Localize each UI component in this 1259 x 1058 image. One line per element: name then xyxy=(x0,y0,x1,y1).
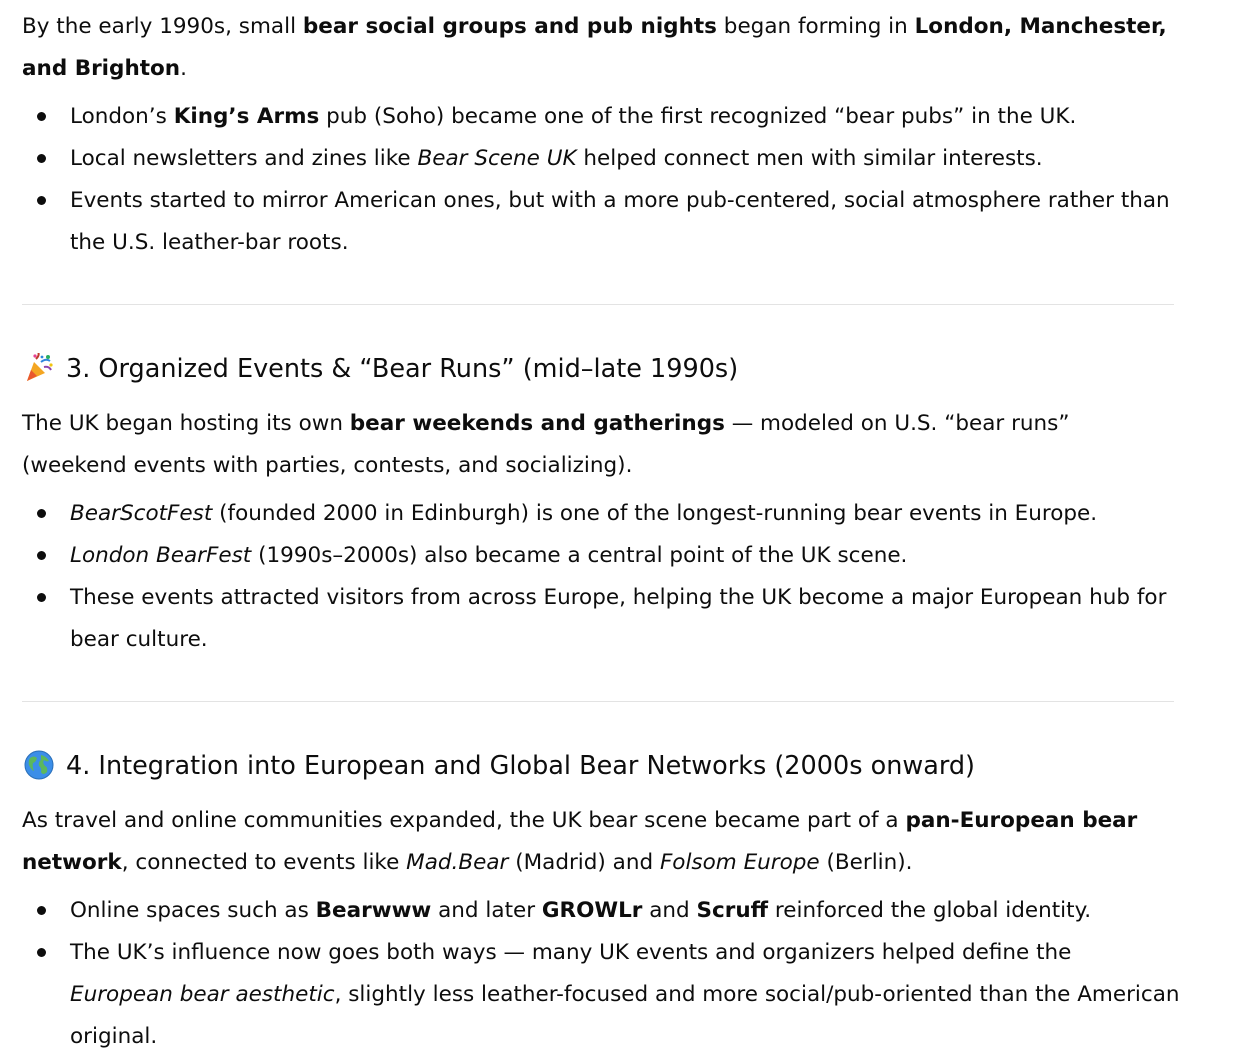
section-divider xyxy=(22,701,1174,702)
list-item: Online spaces such as Bearwww and later GROWLr and Scruff reinforced the global identity. xyxy=(0,890,1180,932)
list-item: London’s King’s Arms pub (Soho) became one of the first recognized “bear pubs” in the UK. xyxy=(0,96,1180,138)
party-popper-icon xyxy=(24,353,54,383)
section-4-heading: 4. Integration into European and Global Bear Networks (2000s onward) xyxy=(24,746,975,786)
list-item: The UK’s influence now goes both ways — many UK events and organizers helped define the European bear aesthetic, slightly less leather-focused and more social/pub-oriented than the American original. xyxy=(0,932,1180,1058)
bullet-list-events xyxy=(0,493,1180,661)
list-item: Events started to mirror American ones, but with a more pub-centered, social atmosphere rather than the U.S. leather-bar roots. xyxy=(0,180,1180,264)
bullet-icon xyxy=(37,196,46,205)
list-item: These events attracted visitors from across Europe, helping the UK become a major European hub for bear culture. xyxy=(0,577,1180,661)
section-divider xyxy=(22,304,1174,305)
bullet-list-uk-pubs xyxy=(0,96,1180,264)
list-item: Local newsletters and zines like Bear Scene UK helped connect men with similar interests. xyxy=(0,138,1180,180)
bullet-icon xyxy=(37,551,46,560)
bullet-list-networks xyxy=(0,890,1180,1058)
bullet-icon xyxy=(37,593,46,602)
intro-paragraph: By the early 1990s, small bear social groups and pub nights began forming in London, Manchester, and Brighton. xyxy=(22,14,1167,81)
bullet-icon xyxy=(37,906,46,915)
bullet-icon xyxy=(37,112,46,121)
globe-icon xyxy=(24,750,54,780)
section-3-heading: 3. Organized Events & “Bear Runs” (mid–late 1990s) xyxy=(24,349,738,389)
bullet-icon xyxy=(37,509,46,518)
list-item: London BearFest (1990s–2000s) also became a central point of the UK scene. xyxy=(0,535,1180,577)
bullet-icon xyxy=(37,154,46,163)
section-3-paragraph: The UK began hosting its own bear weekends and gatherings — modeled on U.S. “bear runs” (weekend events with parties, contests, and socializing). xyxy=(22,411,1070,478)
list-item: BearScotFest (founded 2000 in Edinburgh) is one of the longest-running bear events in Europe. xyxy=(0,493,1180,535)
bullet-icon xyxy=(37,948,46,957)
section-4-paragraph: As travel and online communities expanded, the UK bear scene became part of a pan-European bear network, connected to events like Mad.Bear (Madrid) and Folsom Europe (Berlin). xyxy=(22,808,1138,875)
